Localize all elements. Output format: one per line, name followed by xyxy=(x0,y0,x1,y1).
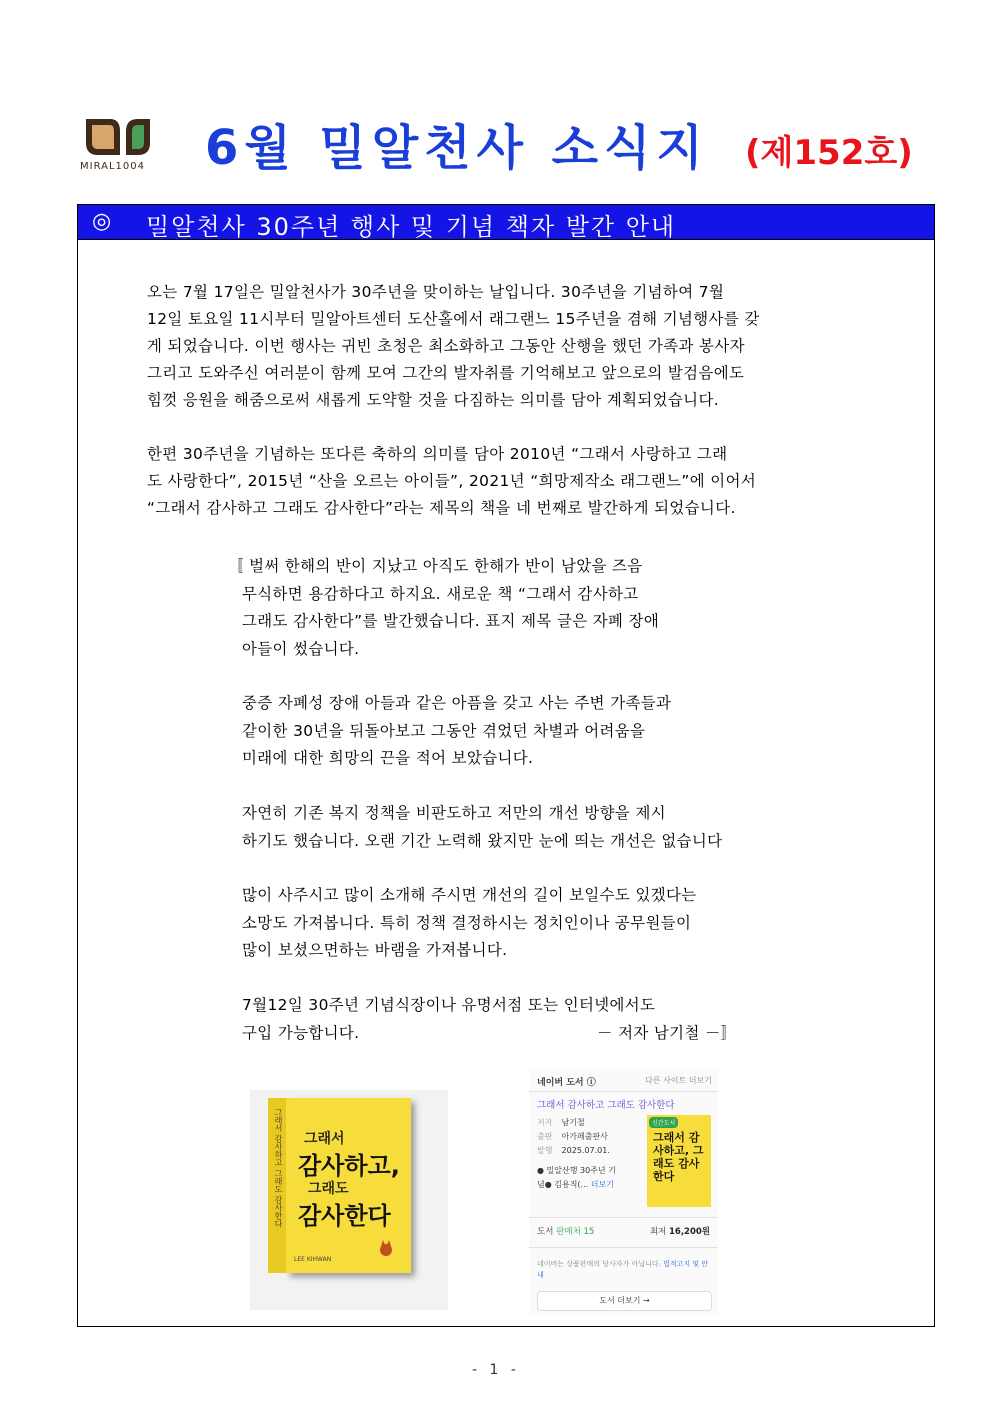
desc-text: 념● 김용직(... xyxy=(537,1180,589,1189)
quote-line: 자연히 기존 복지 정책을 비판도하고 저만의 개선 방향을 제시 xyxy=(242,804,667,822)
cover-line: 그래도 xyxy=(308,1181,349,1197)
price-label: 최저 xyxy=(649,1227,667,1237)
quote-line: 아들이 썼습니다. xyxy=(242,639,360,658)
text-line: 게 되었습니다. 이번 행사는 귀빈 초청은 최소화하고 그동안 산행을 했던 가족과 봉사자 xyxy=(147,337,745,355)
cover-author: LEE KIHWAN xyxy=(294,1256,332,1263)
new-book-badge: 신간도서 xyxy=(649,1117,678,1128)
quote-line: 7월12일 30주년 기념식장이나 유명서점 또는 인터넷에서도 xyxy=(242,996,656,1014)
seller-count-value: 판매처 15 xyxy=(556,1227,595,1237)
notice-text: 네이버는 상품판매의 당사자가 아닙니다. xyxy=(537,1260,661,1268)
naver-book-card xyxy=(529,1069,718,1315)
quote-line: 같이한 30년을 뒤돌아보고 그동안 겪었던 차별과 어려움을 xyxy=(242,721,646,740)
page-number: - 1 - xyxy=(472,1362,520,1378)
text-line: “그래서 감사하고 그래도 감사한다”라는 제목의 책을 네 번째로 발간하게 되었습니다. xyxy=(147,499,736,517)
book-cover xyxy=(274,1098,411,1273)
cat-illustration-icon xyxy=(376,1238,396,1258)
author-value: 남기철 xyxy=(561,1118,585,1127)
seller-count[interactable] xyxy=(537,1225,594,1237)
miral-logo xyxy=(80,115,180,177)
lowest-price xyxy=(650,1225,710,1237)
quote-block-2 xyxy=(228,690,788,773)
divider xyxy=(529,1091,718,1092)
cover-line: 감사하고, xyxy=(298,1152,400,1180)
author-row xyxy=(537,1117,585,1128)
quote-block-4 xyxy=(228,882,788,965)
cover-line: 그래서 xyxy=(304,1131,345,1147)
legal-notice xyxy=(537,1259,712,1281)
book-spine xyxy=(268,1098,286,1273)
card-header: 네이버 도서 ⓘ xyxy=(537,1078,596,1088)
quote-block-1 xyxy=(228,553,788,663)
paragraph-book xyxy=(147,441,847,522)
quote-line: 소망도 가져봅니다. 특히 정책 결정하시는 정치인이나 공무원들이 xyxy=(242,913,692,932)
thumbnail-title: 그래서 감사하고, 그래도 감사한다 xyxy=(653,1131,704,1183)
desc-line: ● 밀알산행 30주년 기 xyxy=(537,1166,616,1175)
publisher-value: 아가페출판사 xyxy=(561,1132,608,1141)
card-book-title[interactable]: 그래서 감사하고 그래도 감사한다 xyxy=(537,1100,675,1111)
logo-text: MIRAL1004 xyxy=(80,161,145,172)
text-line: 그리고 도와주신 여러분이 함께 모여 그간의 발자취를 기억해보고 앞으로의 발검음에도 xyxy=(147,364,745,382)
spine-title: 그래서 감사하고 그래도 감사한다 xyxy=(274,1108,283,1228)
desc-line-2 xyxy=(537,1179,614,1190)
section-heading-bar xyxy=(77,204,935,240)
more-books-button[interactable]: 도서 더보기 → xyxy=(537,1291,712,1311)
date-row xyxy=(537,1145,610,1156)
text-line: 도 사랑한다”, 2015년 “산을 오르는 아이들”, 2021년 “희망제작소 래그랜느”에 이어서 xyxy=(147,472,757,490)
divider xyxy=(529,1247,718,1248)
price-value: 16,200원 xyxy=(668,1227,710,1237)
quote-line: 무식하면 용감하다고 하지요. 새로운 책 “그래서 감사하고 xyxy=(242,584,639,603)
section-title: 밀알천사 30주년 행사 및 기념 책자 발간 안내 xyxy=(146,213,677,241)
desc-more-link[interactable]: 더보기 xyxy=(590,1180,614,1189)
text-line: 오는 7월 17일은 밀알천사가 30주년을 맞이하는 날입니다. 30주년을 기념하여 7월 xyxy=(147,283,725,301)
author-key: 저자 xyxy=(537,1118,553,1127)
other-sites-link[interactable]: 다른 사이트 더보기 xyxy=(645,1076,712,1085)
legal-link[interactable]: 법적고지 및 안내 xyxy=(537,1260,709,1279)
quote-line: 많이 사주시고 많이 소개해 주시면 개선의 길이 보일수도 있겠다는 xyxy=(242,886,697,904)
quote-line: 구입 가능합니다. xyxy=(242,1023,360,1042)
text-line: 한편 30주년을 기념하는 또다른 축하의 의미를 담아 2010년 “그래서 사랑하고 그래 xyxy=(147,445,728,463)
section-mark-icon: ◎ xyxy=(92,209,112,234)
quote-line: 중증 자폐성 장애 아들과 같은 아픔을 갖고 사는 주변 가족들과 xyxy=(242,694,672,712)
issue-number: (제152호) xyxy=(745,133,913,173)
quote-line: 하기도 했습니다. 오랜 기간 노력해 왔지만 눈에 띄는 개선은 없습니다 xyxy=(242,831,723,850)
text-line: 힘껏 응원을 해줌으로써 새롭게 도약할 것을 다짐하는 의미를 담아 계획되었습니다. xyxy=(147,391,720,409)
quote-line: 그래도 감사한다”를 발간했습니다. 표지 제목 글은 자폐 장애 xyxy=(242,612,660,630)
divider xyxy=(529,1217,718,1218)
newsletter-title: 6월 밀알천사 소식지 xyxy=(205,120,709,176)
publisher-key: 출판 xyxy=(537,1132,553,1141)
author-signature: － 저자 남기철 －〛 xyxy=(597,1024,737,1042)
quote-block-3 xyxy=(228,800,788,855)
date-key: 발행 xyxy=(537,1146,553,1155)
paragraph-event xyxy=(147,279,847,414)
quote-line: 〚 벌써 한해의 반이 지났고 아직도 한해가 반이 남았을 즈음 xyxy=(228,557,643,575)
date-value: 2025.07.01. xyxy=(561,1146,610,1155)
cover-line: 감사한다 xyxy=(298,1202,391,1230)
publisher-row xyxy=(537,1131,608,1142)
sale-label: 도서 xyxy=(537,1227,554,1237)
text-line: 12일 토요일 11시부터 밀알아트센터 도산홀에서 래그랜느 15주년을 겸해 기념행사를 갖 xyxy=(147,310,760,328)
quote-line: 미래에 대한 희망의 끈을 적어 보았습니다. xyxy=(242,749,534,767)
card-thumbnail[interactable] xyxy=(647,1115,711,1207)
quote-line: 많이 보셨으면하는 바램을 가져봅니다. xyxy=(242,941,508,959)
